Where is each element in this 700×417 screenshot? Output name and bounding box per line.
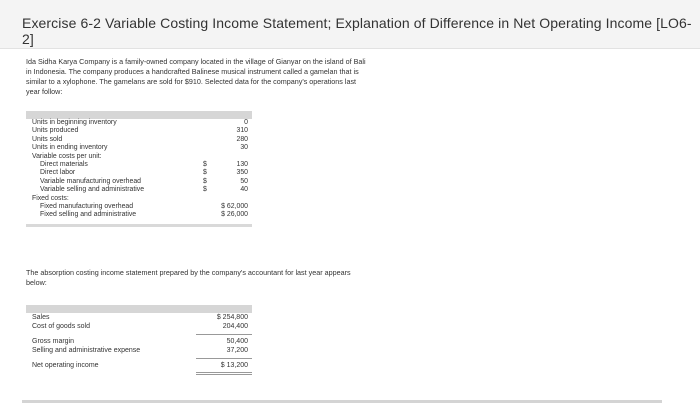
intro-line: year follow: bbox=[26, 87, 63, 96]
total-double-rule bbox=[196, 374, 252, 375]
intro-line: similar to a xylophone. The gamelans are sold for $910. Selected data for the company's operations last bbox=[26, 77, 357, 86]
table-row: Units in beginning inventory 0 bbox=[32, 119, 248, 126]
subtotal-rule bbox=[196, 358, 252, 359]
table-row: Variable selling and administrative $ 40 bbox=[40, 186, 248, 194]
intro-paragraph bbox=[26, 57, 466, 97]
table-row: Variable manufacturing overhead $ 50 bbox=[40, 177, 248, 185]
table-row: Units produced 310 bbox=[32, 127, 248, 135]
table-row: Units in ending inventory 30 bbox=[32, 144, 248, 152]
table-row: Direct labor $ 350 bbox=[40, 169, 248, 177]
statement-row: Gross margin 50,400 bbox=[32, 338, 248, 345]
absorption-paragraph bbox=[26, 268, 466, 288]
intro-line: Ida Sidha Karya Company is a family-owned company located in the village of Gianyar on the island of Bali bbox=[26, 57, 366, 66]
table-row: Fixed manufacturing overhead $ 62,000 bbox=[40, 202, 248, 210]
absorption-line: below: bbox=[26, 278, 47, 287]
table-header-band bbox=[26, 111, 252, 119]
statement-row: Net operating income $ 13,200 bbox=[32, 362, 248, 369]
absorption-income-statement bbox=[26, 305, 252, 376]
table-row: Variable costs per unit: bbox=[32, 152, 102, 160]
table-row: Fixed costs: bbox=[32, 194, 69, 202]
table-row: Direct materials $ 130 bbox=[40, 160, 248, 168]
statement-row: Cost of goods sold 204,400 bbox=[32, 323, 248, 330]
intro-line: in Indonesia. The company produces a handcrafted Balinese musical instrument called a gamelan that is bbox=[26, 67, 359, 76]
page-bottom-rule bbox=[22, 400, 662, 403]
operations-data-table bbox=[26, 111, 252, 227]
statement-row: Sales $ 254,800 bbox=[32, 314, 248, 321]
statement-row: Selling and administrative expense 37,200 bbox=[32, 347, 248, 354]
absorption-line: The absorption costing income statement prepared by the company's accountant for last year appears bbox=[26, 268, 351, 277]
table-row: Fixed selling and administrative $ 26,000 bbox=[40, 211, 248, 219]
statement-header-band bbox=[26, 305, 252, 313]
subtotal-rule bbox=[196, 334, 252, 335]
table-footer-band bbox=[26, 224, 252, 227]
exercise-title: Exercise 6-2 Variable Costing Income Statement; Explanation of Difference in Net Operating Income [LO6-2] bbox=[22, 15, 692, 47]
total-double-rule bbox=[196, 372, 252, 373]
table-row: Units sold 280 bbox=[32, 135, 248, 143]
exercise-header bbox=[0, 0, 700, 49]
